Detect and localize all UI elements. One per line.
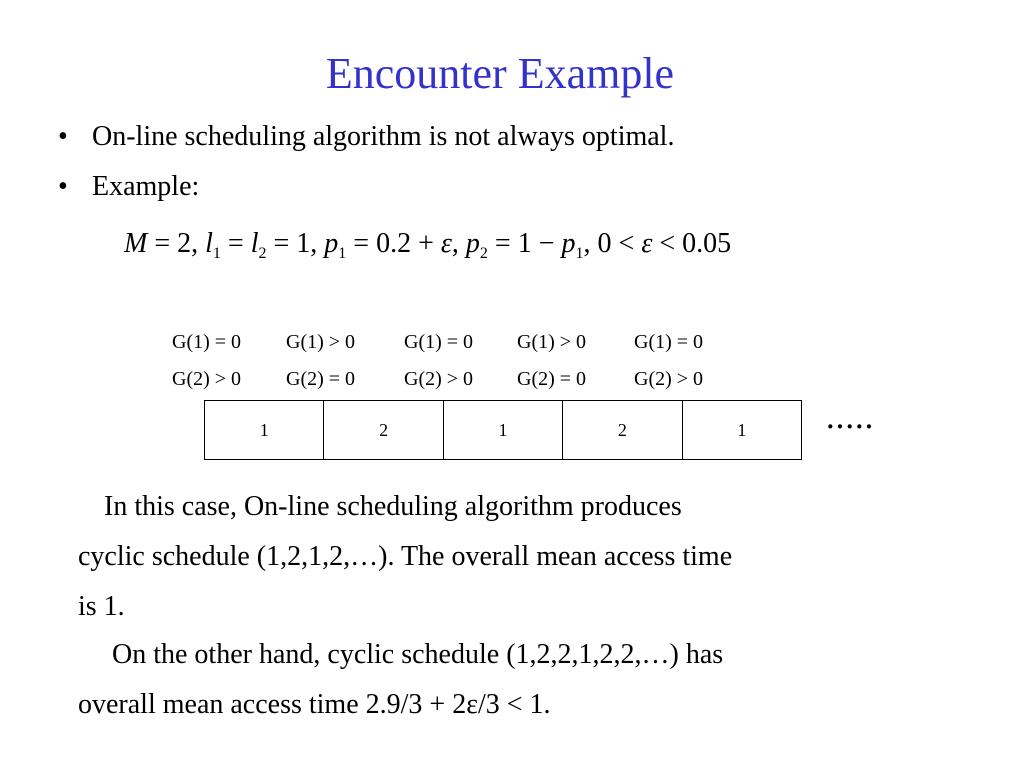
explanation-paragraph — [78, 482, 898, 632]
formula-sub: 2 — [258, 245, 267, 262]
bullet-icon: • — [58, 171, 68, 202]
paragraph-line: cyclic schedule (1,2,1,2,…). The overall mean access time — [78, 541, 733, 572]
formula-sub: 2 — [479, 245, 488, 262]
condition-g1: G(1) = 0 — [172, 331, 242, 353]
condition-g1: G(1) = 0 — [404, 331, 474, 353]
formula-text: = 2, — [147, 228, 206, 259]
formula-var: ε — [641, 228, 653, 259]
bullet-icon: • — [58, 121, 68, 152]
condition-g1: G(1) > 0 — [517, 331, 587, 353]
condition-g2: G(2) > 0 — [404, 368, 474, 390]
paragraph-line: On the other hand, cyclic schedule (1,2,2,1,2,2,…) has — [112, 639, 724, 670]
formula-var: p — [465, 228, 480, 259]
formula-text: = — [220, 228, 251, 259]
example-formula — [124, 226, 731, 262]
formula-text: , — [451, 228, 466, 259]
formula-var: l — [205, 228, 213, 259]
formula-var: ε — [440, 228, 452, 259]
bullet-text: On-line scheduling algorithm is not always optimal. — [92, 121, 675, 152]
schedule-cell: 2 — [563, 401, 682, 459]
formula-text: = 1 − — [487, 228, 562, 259]
formula-text: < 0.05 — [652, 228, 732, 259]
formula-sub: 1 — [575, 245, 584, 262]
condition-g1: G(1) > 0 — [286, 331, 356, 353]
condition-g1: G(1) = 0 — [634, 331, 704, 353]
formula-text: = 1, — [266, 228, 325, 259]
condition-g2: G(2) = 0 — [286, 368, 356, 390]
schedule-cell: 1 — [444, 401, 563, 459]
formula-var: p — [324, 228, 339, 259]
bullet-item — [58, 170, 199, 204]
condition-g2: G(2) > 0 — [634, 368, 704, 390]
condition-g2: G(2) = 0 — [517, 368, 587, 390]
formula-var: l — [250, 228, 259, 259]
formula-var: p — [561, 228, 576, 259]
schedule-cell: 1 — [737, 419, 747, 440]
formula-text: = 0.2 + — [346, 228, 441, 259]
continuation-ellipsis: ····· — [826, 412, 875, 441]
schedule-cell: 1 — [205, 401, 324, 459]
bullet-text: Example: — [92, 171, 200, 202]
schedule-cell: 2 — [324, 401, 443, 459]
formula-var: M — [124, 228, 148, 259]
paragraph-line: In this case, On-line scheduling algorithm produces — [104, 491, 682, 522]
formula-sub: 1 — [212, 245, 221, 262]
condition-g2: G(2) > 0 — [172, 368, 242, 390]
bullet-item — [58, 120, 674, 154]
formula-text: , 0 < — [583, 228, 642, 259]
slide-title: Encounter Example — [325, 49, 675, 98]
schedule-table — [204, 400, 802, 460]
paragraph-line: is 1. — [78, 591, 125, 622]
comparison-paragraph — [78, 630, 898, 730]
formula-sub: 1 — [338, 245, 347, 262]
paragraph-line: overall mean access time 2.9/3 + 2ε/3 < 1. — [78, 689, 551, 720]
